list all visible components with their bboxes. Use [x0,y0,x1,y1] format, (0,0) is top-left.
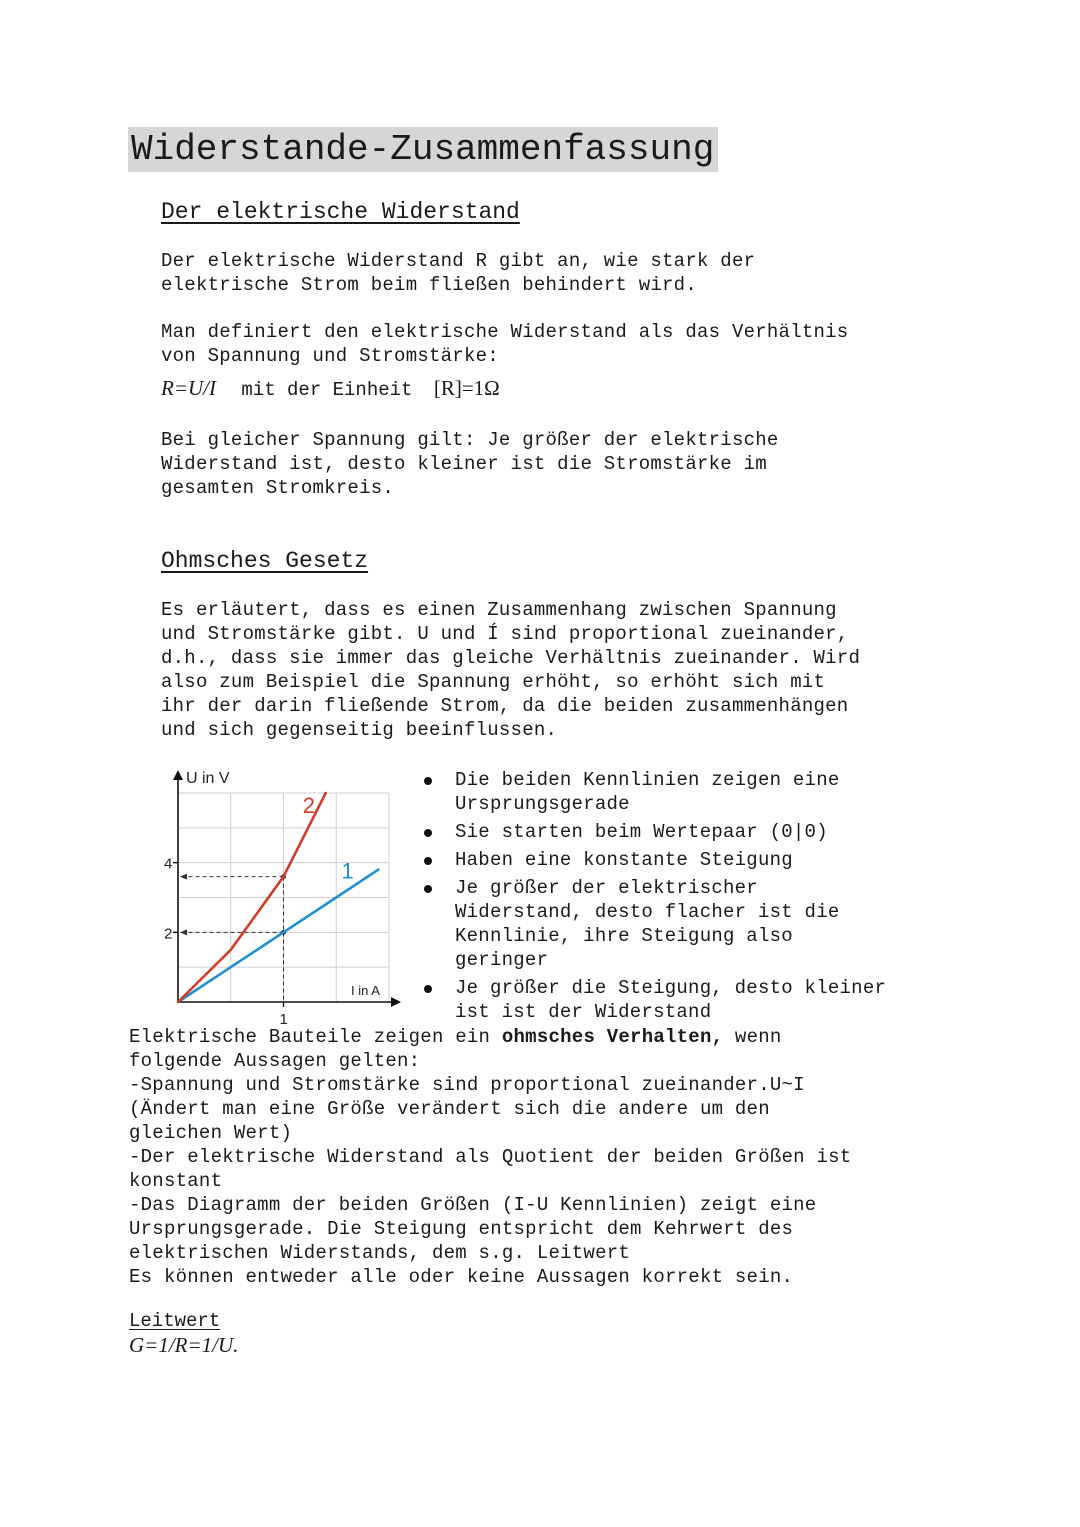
bullet-item: Die beiden Kennlinien zeigen eine Ursprungsgerade [420,768,980,816]
guide-arrow [180,929,187,935]
guide-arrow [180,874,187,880]
page-title: Widerstande-Zusammenfassung [128,127,718,172]
paragraph-spannung: Bei gleicher Spannung gilt: Je größer der elektrische Widerstand ist, desto kleiner ist die Stromstärke im gesamten Stromkreis. [161,429,779,499]
series-label-1: 1 [341,858,354,884]
formula-leitwert [129,1333,238,1359]
paragraph-ohm: Es erläutert, dass es einen Zusammenhang zwischen Spannung und Stromstärke gibt. U und Í sind proportional zueinander, d.h., dass sie immer das gleiche Verhältnis zueinander. Wird also zum Beispiel die Spannung erhöht, so erhöht sich mit ihr der darin fließende Strom, da die beiden zusammenhängen und sich gegenseitig beeinflussen. [161,599,861,741]
bullet-item: Sie starten beim Wertepaar (0|0) [420,820,980,844]
heading-leitwert: Leitwert [129,1310,221,1332]
heading-widerstand: Der elektrische Widerstand [161,199,520,225]
x-tick-label: 1 [279,1011,288,1028]
ohm-behavior-list: folgende Aussagen gelten: -Spannung und Stromstärke sind proportional zueinander.U~I (Ändert man eine Größe verändert sich die andere um den gleichen Wert) -Der elektrische Widerstand als Quotient der beiden Größen ist konstant -Das Diagramm der beiden Größen (I-U Kennlinien) zeigt eine Ursprungsgerade. Die Steigung entspricht dem Kehrwert des elektrischen Widerstands, dem s.g. Leitwert Es können entweder alle oder keine Aussagen korrekt sein. [129,1050,852,1288]
formula-text: mit der Einheit [241,379,413,401]
series-line-1 [178,870,378,1002]
series-label-2: 2 [302,793,315,818]
chart-observations-list [420,768,980,1024]
ohm-behavior-intro [129,1025,782,1049]
formula-resistance [161,376,500,402]
bullet-item: Haben eine konstante Steigung [420,848,980,872]
intro-post: wenn [734,1026,782,1048]
bullet-item: Je größer die Steigung, desto kleiner ist ist der Widerstand [420,976,980,1024]
formula-leitwert-expression: G=1/R=1/U. [129,1333,239,1357]
formula-expression: R=U/I [161,376,216,400]
bullet-item: Je größer der elektrischer Widerstand, desto flacher ist die Kennlinie, ihre Steigung also geringer [420,876,980,972]
intro-bold: ohmsches Verhalten, [501,1026,724,1048]
y-axis-arrow [173,770,183,780]
intro-pre: Elektrische Bauteile zeigen ein [129,1026,491,1048]
y-tick-label: 4 [164,855,173,873]
y-axis-label: U in V [186,770,230,787]
paragraph-definition: Der elektrische Widerstand R gibt an, wie stark der elektrische Strom beim fließen behindert wird. [161,250,756,296]
formula-unit: [R]=1Ω [433,376,500,400]
y-tick-label: 2 [164,925,173,943]
heading-ohmsches-gesetz: Ohmsches Gesetz [161,548,369,574]
x-axis-arrow [391,997,401,1007]
paragraph-verhaeltnis: Man definiert den elektrische Widerstand als das Verhältnis von Spannung und Stromstärke: [161,321,849,367]
ui-characteristic-chart [155,762,405,1032]
x-axis-label: I in A [351,983,380,998]
